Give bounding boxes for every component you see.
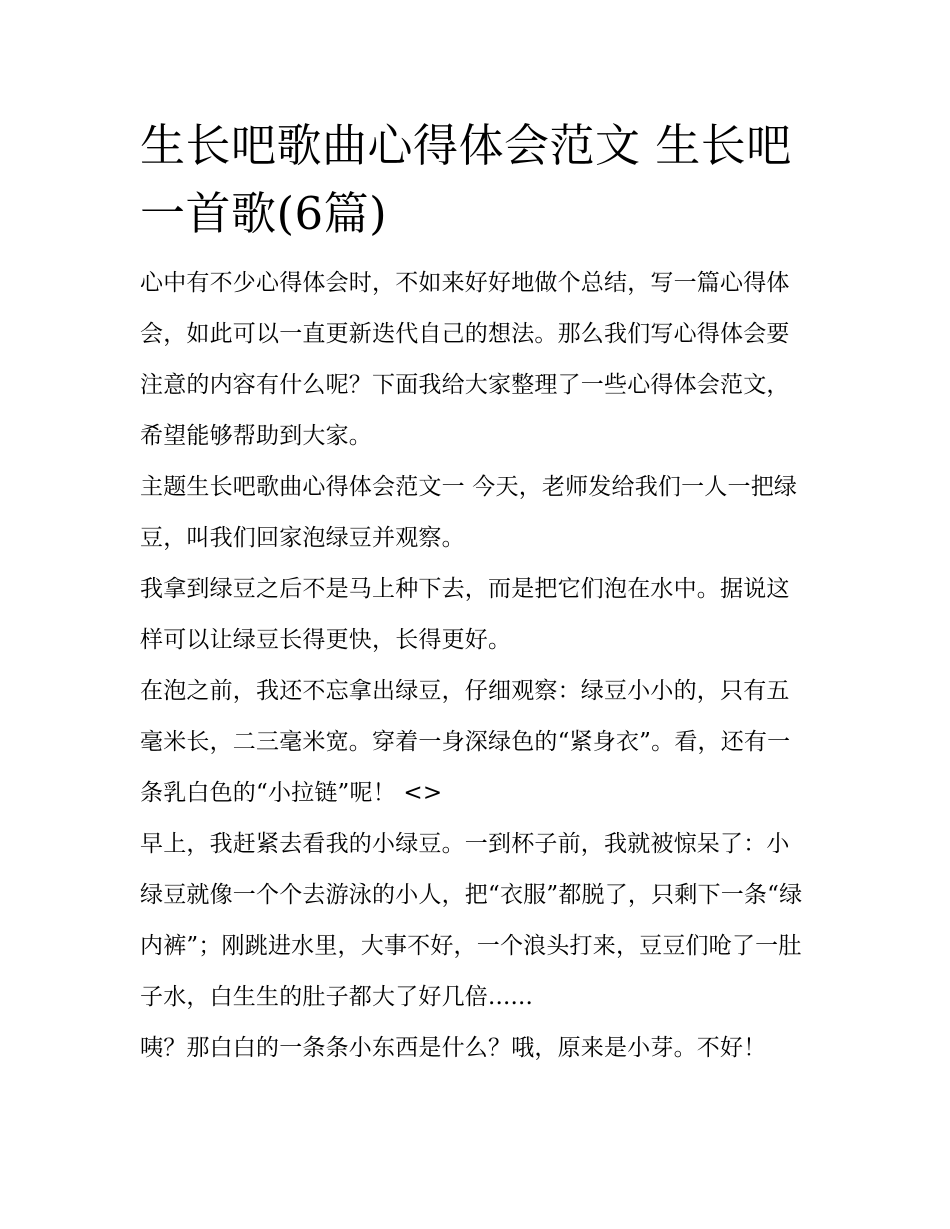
sprout-paragraph: 咦？那白白的一条条小东西是什么？哦，原来是小芽。不好！ [140, 1035, 767, 1061]
document-title: 生长吧歌曲心得体会范文 生长吧一首歌(6篇) [140, 119, 792, 240]
soaking-beans-paragraph: 我拿到绿豆之后不是马上种下去，而是把它们泡在水中。据说这样可以让绿豆长得更快，长得更好。 [140, 576, 790, 653]
intro-paragraph: 心中有不少心得体会时，不如来好好地做个总结，写一篇心得体会，如此可以一直更新迭代自己的想法。那么我们写心得体会要注意的内容有什么呢？下面我给大家整理了一些心得体会范文，希望能够帮助到大家。 [140, 270, 790, 449]
document-content [140, 112, 812, 1074]
bean-observation-paragraph: 在泡之前，我还不忘拿出绿豆，仔细观察：绿豆小小的，只有五毫米长，二三毫米宽。穿着一身深绿色的“紧身衣”。看，还有一条乳白色的“小拉链”呢！ <> [140, 678, 791, 806]
essay-one-heading-paragraph: 主题生长吧歌曲心得体会范文一 今天，老师发给我们一人一把绿豆，叫我们回家泡绿豆并观察。 [140, 474, 798, 551]
morning-observation-paragraph: 早上，我赶紧去看我的小绿豆。一到杯子前，我就被惊呆了：小绿豆就像一个个去游泳的小人，把“衣服”都脱了，只剩下一条“绿内裤”；刚跳进水里，大事不好，一个浪头打来，豆豆们呛了一肚子水，白生生的肚子都大了好几倍...... [140, 831, 803, 1010]
